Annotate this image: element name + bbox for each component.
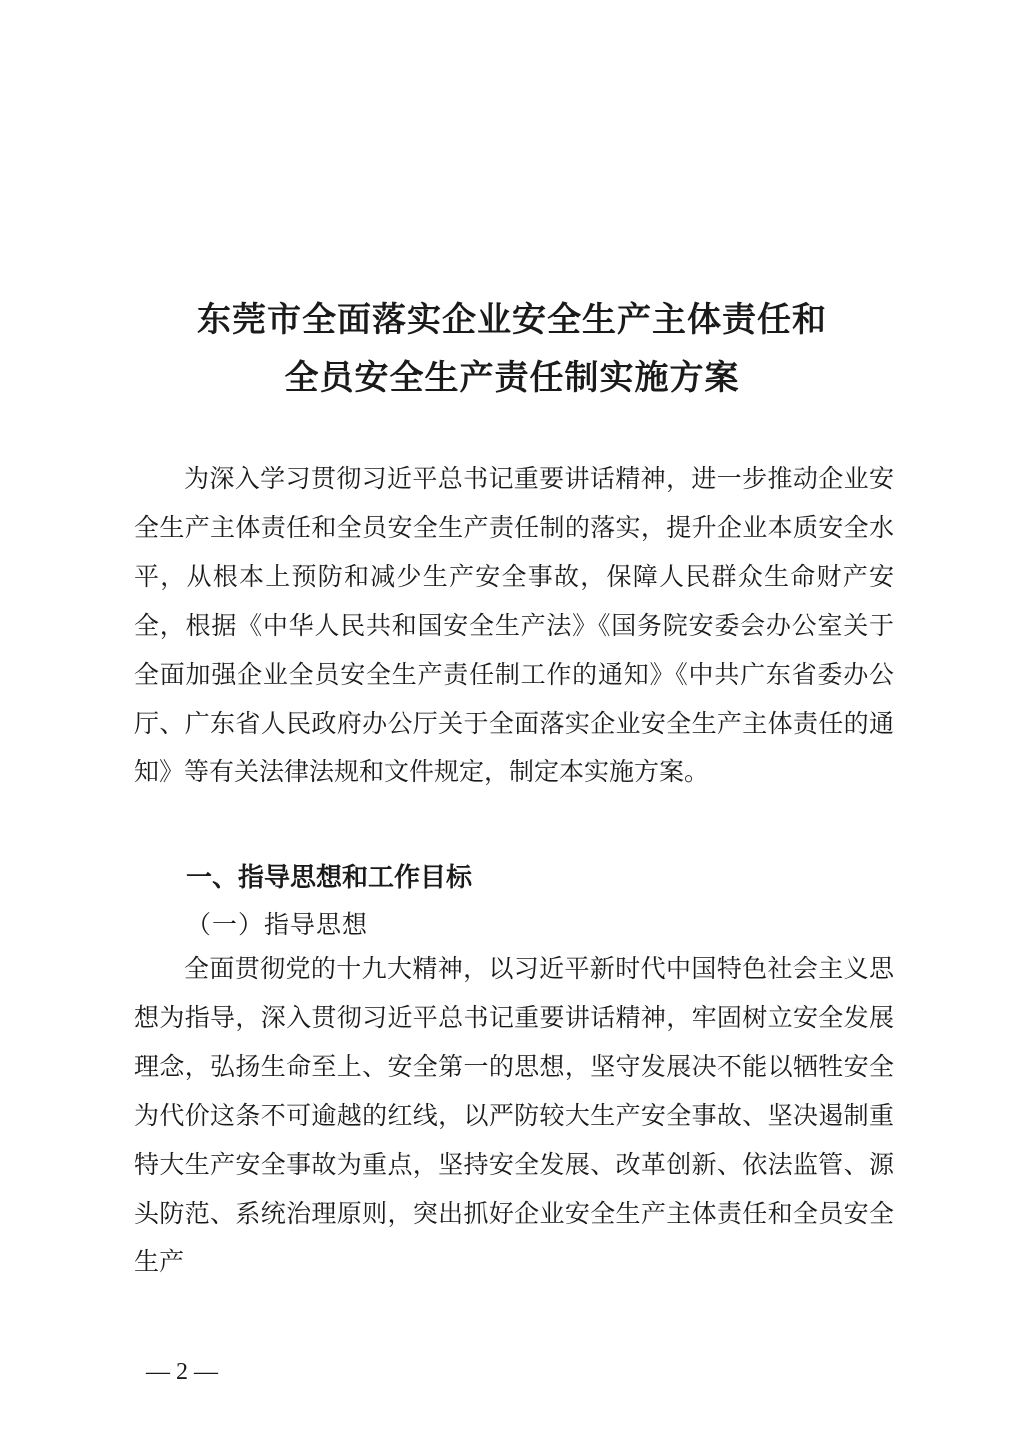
section-heading: 一、指导思想和工作目标 <box>186 863 473 893</box>
intro-paragraph: 为深入学习贯彻习近平总书记重要讲话精神，进一步推动企业安全生产主体责任和全员安全生产责任制的落实，提升企业本质安全水平，从根本上预防和减少生产安全事故，保障人民群众生命财产安全，根据《中华人民共和国安全生产法》《国务院安委会办公室关于全面加强企业全员安全生产责任制工作的通知》《中共广东省委办公厅、广东省人民政府办公厅关于全面落实企业安全生产主体责任的通知》等有关法律法规和文件规定，制定本实施方案。 <box>134 464 894 787</box>
document-title-line-2: 全员安全生产责任制实施方案 <box>284 358 740 398</box>
subsection-heading: （一）指导思想 <box>186 910 369 939</box>
guiding-paragraph: 全面贯彻党的十九大精神，以习近平新时代中国特色社会主义思想为指导，深入贯彻习近平总书记重要讲话精神，牢固树立安全发展理念，弘扬生命至上、安全第一的思想，坚守发展决不能以牺牲安全为代价这条不可逾越的红线，以严防较大生产安全事故、坚决遏制重特大生产安全事故为重点，坚持安全发展、改革创新、依法监管、源头防范、系统治理原则，突出抓好企业安全生产主体责任和全员安全生产 <box>134 954 894 1277</box>
intro-paragraph-block <box>134 455 894 797</box>
guiding-paragraph-block <box>134 945 894 1287</box>
document-title-line-1: 东莞市全面落实企业安全生产主体责任和 <box>197 300 827 340</box>
page-number: — 2 — <box>146 1359 218 1385</box>
